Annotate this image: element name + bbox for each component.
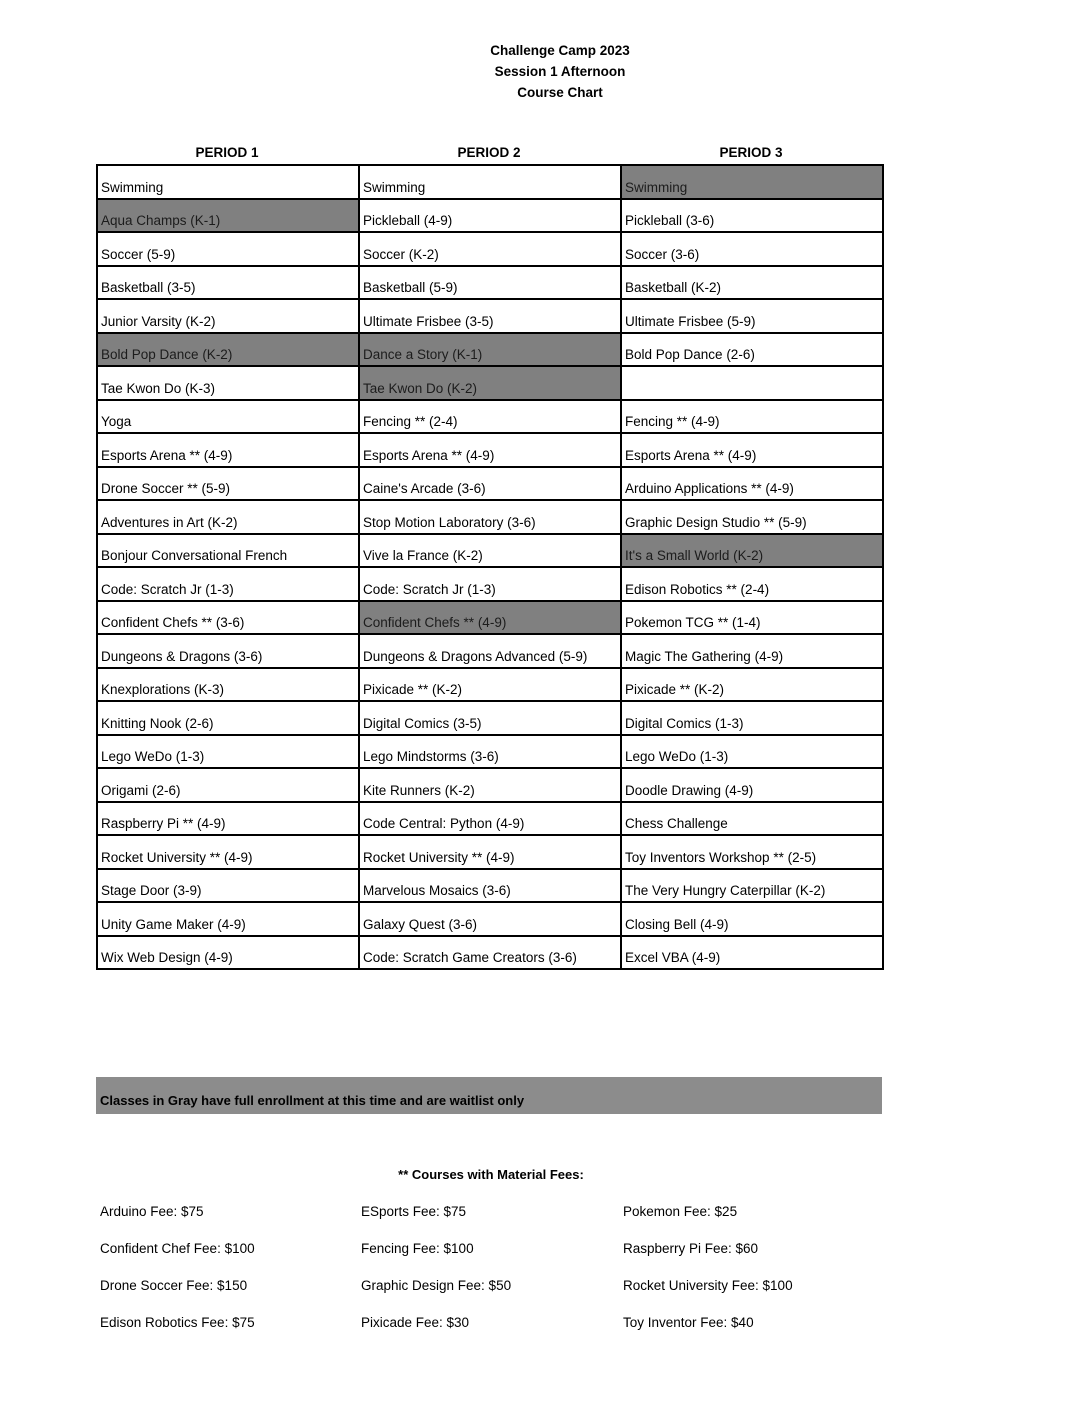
table-row bbox=[97, 199, 883, 233]
table-row bbox=[97, 768, 883, 802]
table-row bbox=[97, 433, 883, 467]
course-chart-table bbox=[96, 164, 884, 970]
title-line-session: Session 1 Afternoon bbox=[494, 64, 626, 79]
course-chart-body bbox=[97, 165, 883, 969]
table-row bbox=[97, 567, 883, 601]
fee-item: Edison Robotics Fee: $75 bbox=[100, 1315, 255, 1330]
course-cell-period-1: Raspberry Pi ** (4-9) bbox=[97, 802, 359, 836]
course-cell-period-1: Basketball (3-5) bbox=[97, 266, 359, 300]
course-cell-period-2: Tae Kwon Do (K-2) bbox=[359, 366, 621, 400]
table-row bbox=[97, 835, 883, 869]
course-cell-period-3: Pickleball (3-6) bbox=[621, 199, 883, 233]
course-cell-period-1: Lego WeDo (1-3) bbox=[97, 735, 359, 769]
course-cell-period-1: Wix Web Design (4-9) bbox=[97, 936, 359, 970]
course-cell-period-2: Galaxy Quest (3-6) bbox=[359, 902, 621, 936]
course-cell-period-3: Fencing ** (4-9) bbox=[621, 400, 883, 434]
table-row bbox=[97, 500, 883, 534]
table-row bbox=[97, 333, 883, 367]
table-row bbox=[97, 634, 883, 668]
table-row bbox=[97, 299, 883, 333]
fee-item: Fencing Fee: $100 bbox=[361, 1241, 474, 1256]
course-cell-period-1: Knitting Nook (2-6) bbox=[97, 701, 359, 735]
material-fees-grid bbox=[100, 1203, 890, 1331]
fee-item: Pokemon Fee: $25 bbox=[623, 1204, 738, 1219]
course-cell-period-1: Bold Pop Dance (K-2) bbox=[97, 333, 359, 367]
course-cell-period-2: Lego Mindstorms (3-6) bbox=[359, 735, 621, 769]
material-fees-title: ** Courses with Material Fees: bbox=[398, 1167, 584, 1182]
table-row bbox=[97, 701, 883, 735]
table-row bbox=[97, 869, 883, 903]
waitlist-note: Classes in Gray have full enrollment at this time and are waitlist only bbox=[96, 1077, 882, 1114]
course-cell-period-2: Marvelous Mosaics (3-6) bbox=[359, 869, 621, 903]
fee-item: Pixicade Fee: $30 bbox=[361, 1315, 470, 1330]
course-cell-period-2: Dance a Story (K-1) bbox=[359, 333, 621, 367]
course-cell-period-2: Confident Chefs ** (4-9) bbox=[359, 601, 621, 635]
table-row bbox=[97, 165, 883, 199]
course-cell-period-1: Unity Game Maker (4-9) bbox=[97, 902, 359, 936]
course-cell-period-2: Basketball (5-9) bbox=[359, 266, 621, 300]
course-cell-period-2: Rocket University ** (4-9) bbox=[359, 835, 621, 869]
course-cell-period-2: Pickleball (4-9) bbox=[359, 199, 621, 233]
table-row bbox=[97, 802, 883, 836]
course-cell-period-1: Confident Chefs ** (3-6) bbox=[97, 601, 359, 635]
course-cell-period-1: Junior Varsity (K-2) bbox=[97, 299, 359, 333]
course-cell-period-2: Fencing ** (2-4) bbox=[359, 400, 621, 434]
table-row bbox=[97, 467, 883, 501]
course-cell-period-2: Dungeons & Dragons Advanced (5-9) bbox=[359, 634, 621, 668]
course-cell-period-2: Digital Comics (3-5) bbox=[359, 701, 621, 735]
course-cell-period-1: Adventures in Art (K-2) bbox=[97, 500, 359, 534]
course-cell-period-3 bbox=[621, 366, 883, 400]
period-headers bbox=[96, 145, 882, 160]
course-cell-period-3: It's a Small World (K-2) bbox=[621, 534, 883, 568]
course-cell-period-1: Dungeons & Dragons (3-6) bbox=[97, 634, 359, 668]
course-cell-period-3: The Very Hungry Caterpillar (K-2) bbox=[621, 869, 883, 903]
title-line-chart: Course Chart bbox=[517, 85, 603, 100]
fee-item: ESports Fee: $75 bbox=[361, 1204, 467, 1219]
course-cell-period-3: Soccer (3-6) bbox=[621, 232, 883, 266]
course-cell-period-1: Tae Kwon Do (K-3) bbox=[97, 366, 359, 400]
course-cell-period-2: Vive la France (K-2) bbox=[359, 534, 621, 568]
course-cell-period-1: Yoga bbox=[97, 400, 359, 434]
table-row bbox=[97, 400, 883, 434]
document-title bbox=[0, 40, 1088, 103]
course-cell-period-3: Basketball (K-2) bbox=[621, 266, 883, 300]
fee-item: Confident Chef Fee: $100 bbox=[100, 1241, 255, 1256]
course-cell-period-3: Esports Arena ** (4-9) bbox=[621, 433, 883, 467]
course-cell-period-1: Rocket University ** (4-9) bbox=[97, 835, 359, 869]
course-cell-period-1: Aqua Champs (K-1) bbox=[97, 199, 359, 233]
course-cell-period-1: Origami (2-6) bbox=[97, 768, 359, 802]
course-cell-period-3: Pixicade ** (K-2) bbox=[621, 668, 883, 702]
course-cell-period-3: Magic The Gathering (4-9) bbox=[621, 634, 883, 668]
course-cell-period-3: Toy Inventors Workshop ** (2-5) bbox=[621, 835, 883, 869]
course-cell-period-2: Code Central: Python (4-9) bbox=[359, 802, 621, 836]
course-cell-period-2: Pixicade ** (K-2) bbox=[359, 668, 621, 702]
course-cell-period-1: Code: Scratch Jr (1-3) bbox=[97, 567, 359, 601]
course-cell-period-3: Excel VBA (4-9) bbox=[621, 936, 883, 970]
course-cell-period-3: Digital Comics (1-3) bbox=[621, 701, 883, 735]
course-cell-period-3: Pokemon TCG ** (1-4) bbox=[621, 601, 883, 635]
course-cell-period-3: Bold Pop Dance (2-6) bbox=[621, 333, 883, 367]
course-cell-period-2: Kite Runners (K-2) bbox=[359, 768, 621, 802]
course-cell-period-2: Caine's Arcade (3-6) bbox=[359, 467, 621, 501]
course-cell-period-3: Edison Robotics ** (2-4) bbox=[621, 567, 883, 601]
table-row bbox=[97, 936, 883, 970]
table-row bbox=[97, 232, 883, 266]
course-cell-period-3: Lego WeDo (1-3) bbox=[621, 735, 883, 769]
course-cell-period-3: Arduino Applications ** (4-9) bbox=[621, 467, 883, 501]
course-cell-period-1: Stage Door (3-9) bbox=[97, 869, 359, 903]
course-cell-period-3: Chess Challenge bbox=[621, 802, 883, 836]
period-2-header: PERIOD 2 bbox=[457, 145, 521, 160]
course-cell-period-2: Code: Scratch Jr (1-3) bbox=[359, 567, 621, 601]
table-row bbox=[97, 902, 883, 936]
fee-item: Rocket University Fee: $100 bbox=[623, 1278, 793, 1293]
course-cell-period-1: Soccer (5-9) bbox=[97, 232, 359, 266]
course-cell-period-2: Esports Arena ** (4-9) bbox=[359, 433, 621, 467]
course-cell-period-2: Ultimate Frisbee (3-5) bbox=[359, 299, 621, 333]
fee-item: Toy Inventor Fee: $40 bbox=[623, 1315, 754, 1330]
table-row bbox=[97, 735, 883, 769]
course-cell-period-2: Soccer (K-2) bbox=[359, 232, 621, 266]
fee-item: Graphic Design Fee: $50 bbox=[361, 1278, 512, 1293]
course-cell-period-2: Stop Motion Laboratory (3-6) bbox=[359, 500, 621, 534]
course-cell-period-2: Code: Scratch Game Creators (3-6) bbox=[359, 936, 621, 970]
title-line-camp: Challenge Camp 2023 bbox=[490, 43, 630, 58]
table-row bbox=[97, 266, 883, 300]
course-cell-period-2: Swimming bbox=[359, 165, 621, 199]
course-cell-period-1: Bonjour Conversational French bbox=[97, 534, 359, 568]
course-cell-period-1: Knexplorations (K-3) bbox=[97, 668, 359, 702]
course-cell-period-3: Doodle Drawing (4-9) bbox=[621, 768, 883, 802]
table-row bbox=[97, 534, 883, 568]
fee-item: Drone Soccer Fee: $150 bbox=[100, 1278, 248, 1293]
course-cell-period-1: Swimming bbox=[97, 165, 359, 199]
fee-item: Arduino Fee: $75 bbox=[100, 1204, 204, 1219]
course-cell-period-3: Ultimate Frisbee (5-9) bbox=[621, 299, 883, 333]
period-1-header: PERIOD 1 bbox=[195, 145, 259, 160]
table-row bbox=[97, 366, 883, 400]
course-cell-period-3: Graphic Design Studio ** (5-9) bbox=[621, 500, 883, 534]
period-3-header: PERIOD 3 bbox=[719, 145, 783, 160]
table-row bbox=[97, 668, 883, 702]
course-cell-period-1: Drone Soccer ** (5-9) bbox=[97, 467, 359, 501]
course-cell-period-3: Closing Bell (4-9) bbox=[621, 902, 883, 936]
course-cell-period-1: Esports Arena ** (4-9) bbox=[97, 433, 359, 467]
fee-item: Raspberry Pi Fee: $60 bbox=[623, 1241, 759, 1256]
table-row bbox=[97, 601, 883, 635]
course-cell-period-3: Swimming bbox=[621, 165, 883, 199]
